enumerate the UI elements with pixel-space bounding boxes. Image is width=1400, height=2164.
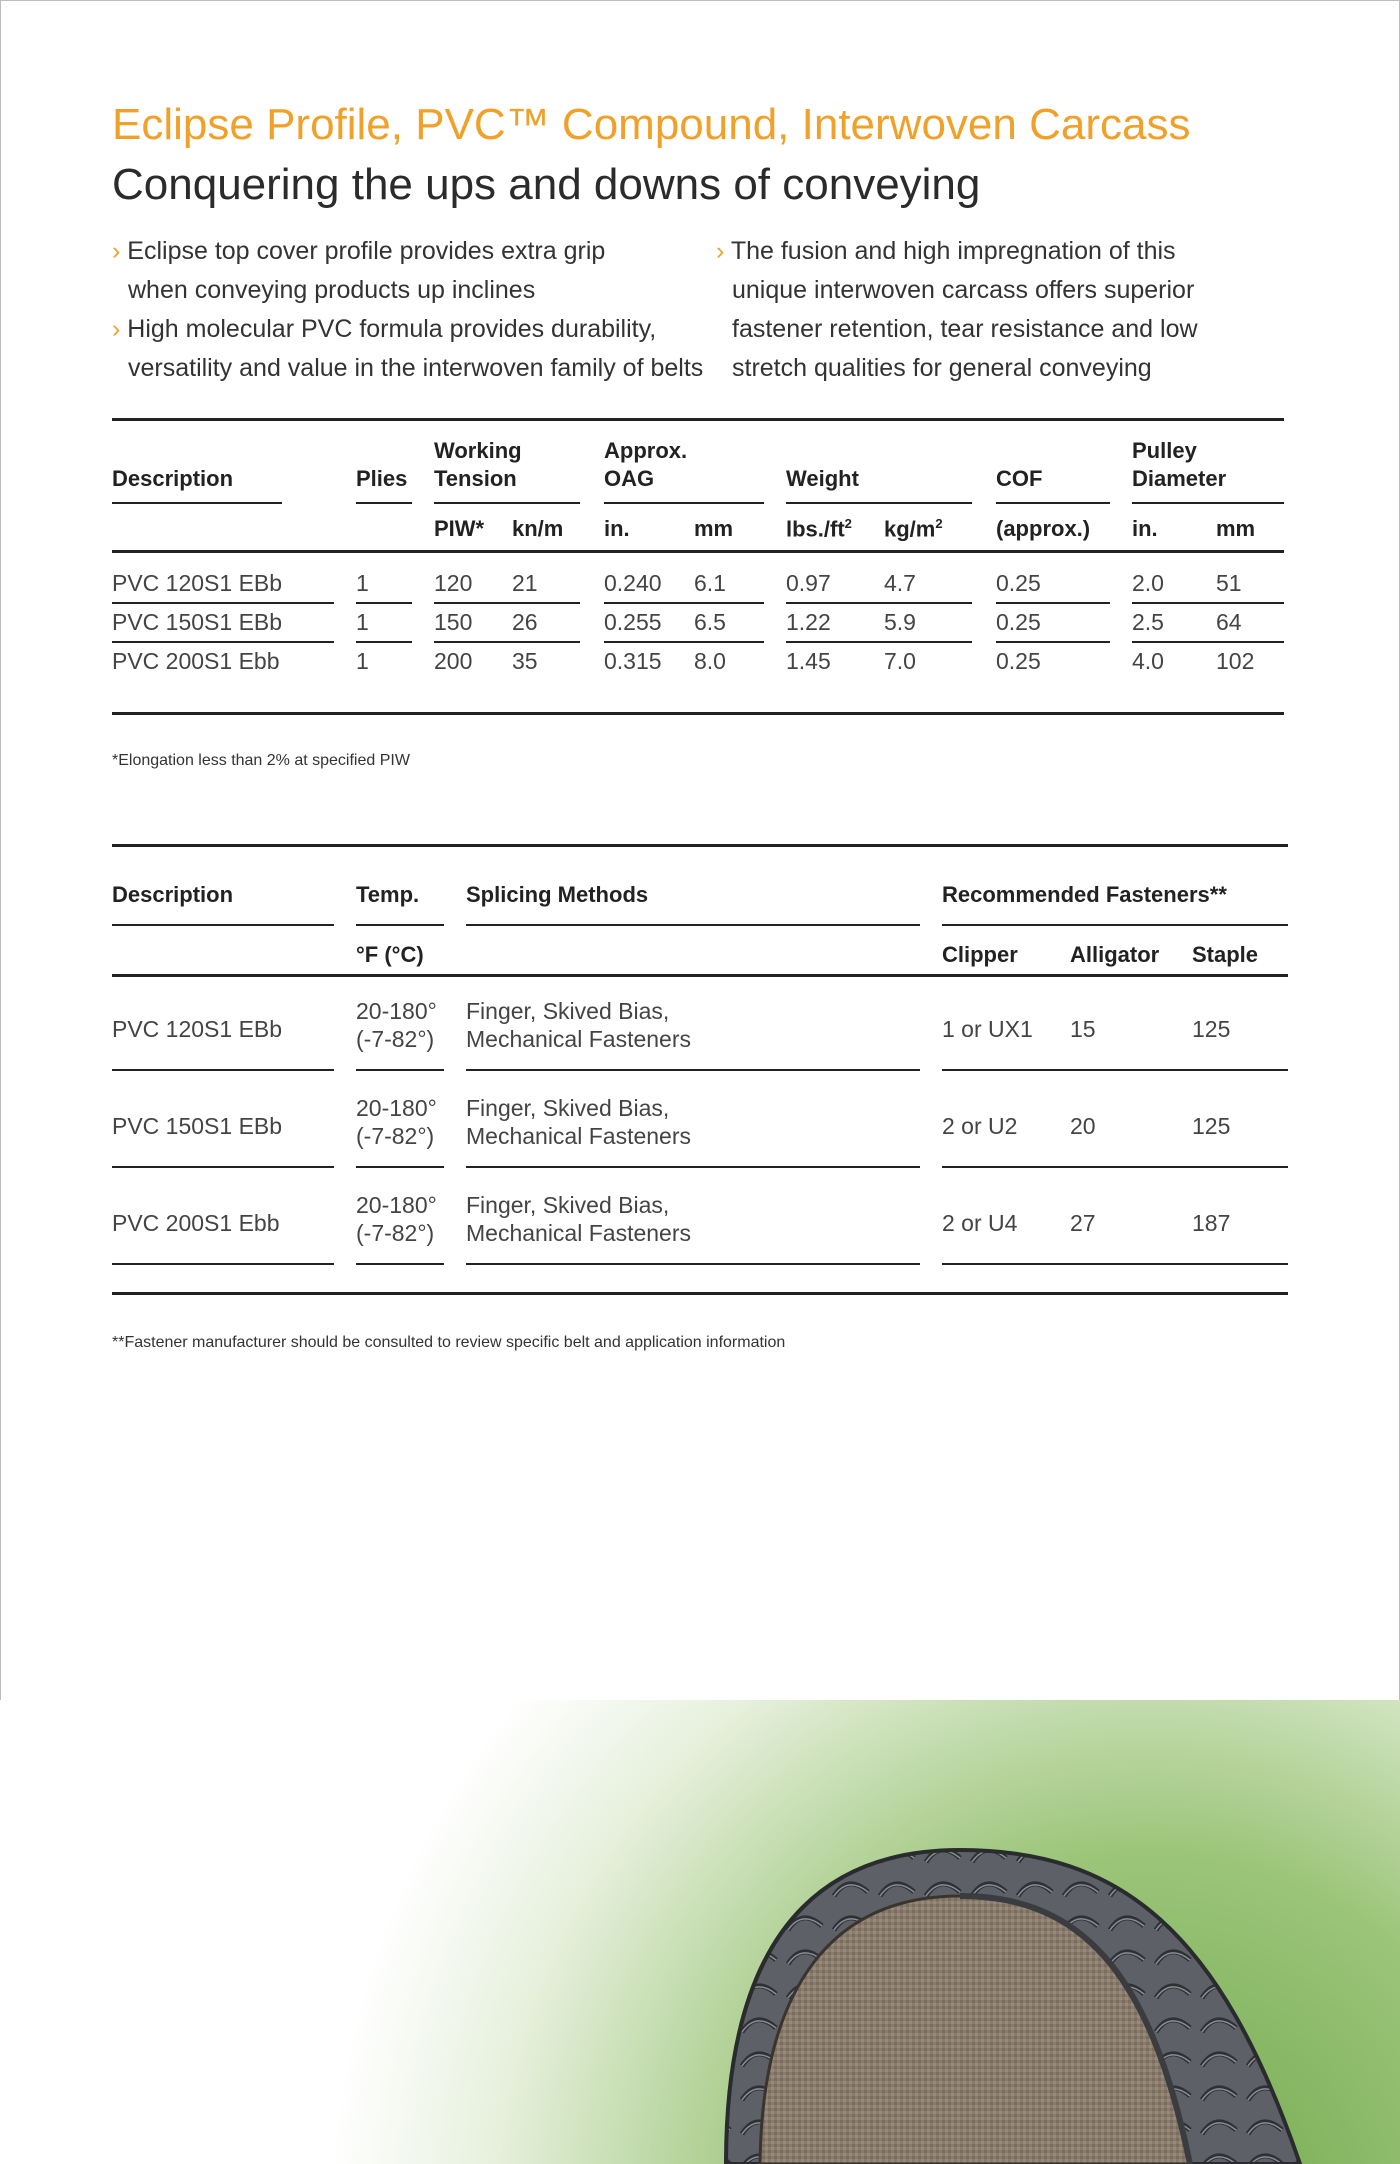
bullet-item [716, 232, 1316, 388]
col-header-oag: OAG [604, 466, 655, 491]
header-underline [434, 502, 580, 504]
unit-kgm-sup: 2 [935, 516, 943, 531]
cell-plies: 1 [356, 609, 369, 635]
row-divider [786, 602, 972, 604]
table2-footnote: **Fastener manufacturer should be consulted to review specific belt and application information [112, 1334, 786, 1351]
row-divider [466, 1263, 920, 1265]
col-header-pulley: Pulley [1132, 438, 1197, 463]
table-rule [112, 844, 1288, 847]
header-underline [112, 924, 334, 926]
row-divider [112, 1069, 334, 1071]
header-underline [112, 502, 282, 504]
row-divider [996, 602, 1110, 604]
header-underline [942, 924, 1288, 926]
chevron-icon: › [112, 237, 121, 265]
cell-staple: 125 [1192, 1016, 1231, 1042]
cell-splice-line1: Finger, Skived Bias, [466, 1095, 670, 1121]
unit-in: in. [604, 516, 630, 541]
cell-plies: 1 [356, 570, 369, 596]
bullet-item [112, 310, 712, 388]
belt-product-image [0, 1700, 1400, 2164]
cell-splice-line2: Mechanical Fasteners [466, 1220, 691, 1246]
unit-piw: PIW* [434, 516, 485, 541]
unit-pulley-mm: mm [1216, 516, 1256, 541]
bullet-text: versatility and value in the interwoven family of belts [128, 354, 704, 382]
cell-description: PVC 120S1 EBb [112, 1016, 283, 1042]
bullet-text: unique interwoven carcass offers superior [732, 276, 1195, 304]
row-divider [466, 1069, 920, 1071]
cell-temp-c: (-7-82°) [356, 1123, 435, 1149]
bullet-text: Eclipse top cover profile provides extra grip [127, 237, 606, 265]
unit-staple: Staple [1192, 942, 1259, 967]
cell-description: PVC 200S1 Ebb [112, 1210, 280, 1236]
cell-oag-in: 0.240 [604, 570, 662, 596]
cell-splice-line1: Finger, Skived Bias, [466, 998, 670, 1024]
cell-alligator: 20 [1070, 1113, 1096, 1139]
cell-p-mm: 64 [1216, 609, 1242, 635]
col-header-weight: Weight [786, 466, 859, 491]
unit-lbs [786, 516, 852, 542]
cell-p-mm: 51 [1216, 570, 1242, 596]
unit-knm: kn/m [512, 516, 564, 541]
cell-staple: 125 [1192, 1113, 1231, 1139]
cell-p-in: 4.0 [1132, 648, 1164, 674]
row-divider [112, 1166, 334, 1168]
table-rule [112, 1292, 1288, 1295]
cell-staple: 187 [1192, 1210, 1231, 1236]
unit-lbs-text: lbs./ft [786, 516, 845, 542]
cell-knm: 26 [512, 609, 538, 635]
bullets-left [112, 232, 712, 388]
unit-clipper: Clipper [942, 942, 1018, 967]
cell-description: PVC 200S1 Ebb [112, 648, 280, 674]
header-underline [1132, 502, 1284, 504]
cell-cof: 0.25 [996, 570, 1041, 596]
chevron-icon: › [112, 315, 121, 343]
page-title: Eclipse Profile, PVC™ Compound, Interwoven Carcass [112, 100, 1191, 149]
row-divider [466, 1166, 920, 1168]
cell-lbs: 1.22 [786, 609, 831, 635]
cell-alligator: 27 [1070, 1210, 1096, 1236]
bullet-text: when conveying products up inclines [128, 276, 536, 304]
header-underline [604, 502, 764, 504]
cell-oag-in: 0.255 [604, 609, 662, 635]
row-divider [604, 641, 764, 643]
cell-p-mm: 102 [1216, 648, 1255, 674]
cell-oag-mm: 6.1 [694, 570, 726, 596]
cell-piw: 200 [434, 648, 473, 674]
row-divider [434, 641, 580, 643]
cell-kgm: 5.9 [884, 609, 916, 635]
table-rule [112, 712, 1284, 715]
cell-description: PVC 150S1 EBb [112, 1113, 283, 1139]
bullet-text: High molecular PVC formula provides durability, [127, 315, 657, 343]
unit-alligator: Alligator [1070, 942, 1160, 967]
unit-lbs-sup: 2 [844, 516, 852, 531]
row-divider [604, 602, 764, 604]
cell-p-in: 2.0 [1132, 570, 1164, 596]
cell-description: PVC 120S1 EBb [112, 570, 283, 596]
row-divider [356, 602, 412, 604]
cell-clipper: 1 or UX1 [942, 1016, 1033, 1042]
col-header-description: Description [112, 466, 234, 491]
row-divider [942, 1166, 1288, 1168]
col-header-description: Description [112, 882, 234, 907]
cell-cof: 0.25 [996, 648, 1041, 674]
row-divider [112, 641, 334, 643]
cell-temp-c: (-7-82°) [356, 1026, 435, 1052]
bullet-item [112, 232, 712, 310]
cell-piw: 120 [434, 570, 473, 596]
unit-kgm [884, 516, 943, 542]
unit-approx: (approx.) [996, 516, 1091, 541]
cell-lbs: 0.97 [786, 570, 831, 596]
unit-kgm-text: kg/m [884, 516, 936, 542]
table-rule [112, 418, 1284, 421]
cell-piw: 150 [434, 609, 473, 635]
bullet-text: The fusion and high impregnation of this [730, 237, 1176, 265]
bullets-right [716, 232, 1316, 388]
cell-oag-mm: 6.5 [694, 609, 726, 635]
cell-temp-f: 20-180° [356, 1095, 437, 1121]
cell-splice-line2: Mechanical Fasteners [466, 1123, 691, 1149]
row-divider [1132, 641, 1284, 643]
col-header-splicing: Splicing Methods [466, 882, 649, 907]
cell-lbs: 1.45 [786, 648, 831, 674]
table-rule [112, 974, 1288, 977]
cell-plies: 1 [356, 648, 369, 674]
col-header-fasteners: Recommended Fasteners** [942, 882, 1227, 907]
page-subtitle: Conquering the ups and downs of conveying [112, 160, 981, 209]
cell-oag-mm: 8.0 [694, 648, 726, 674]
cell-kgm: 7.0 [884, 648, 916, 674]
cell-splice-line2: Mechanical Fasteners [466, 1026, 691, 1052]
col-header-plies: Plies [356, 466, 408, 491]
row-divider [996, 641, 1110, 643]
unit-pulley-in: in. [1132, 516, 1158, 541]
cell-knm: 21 [512, 570, 538, 596]
col-header-working: Working [434, 438, 522, 463]
chevron-icon: › [716, 237, 725, 265]
row-divider [1132, 602, 1284, 604]
table-rule [112, 550, 1284, 553]
row-divider [786, 641, 972, 643]
header-underline [996, 502, 1110, 504]
cell-clipper: 2 or U4 [942, 1210, 1018, 1236]
cell-knm: 35 [512, 648, 538, 674]
header-underline [356, 502, 412, 504]
cell-clipper: 2 or U2 [942, 1113, 1018, 1139]
cell-temp-f: 20-180° [356, 998, 437, 1024]
row-divider [434, 602, 580, 604]
header-underline [466, 924, 920, 926]
col-header-diameter: Diameter [1132, 466, 1227, 491]
row-divider [942, 1263, 1288, 1265]
bullet-text: stretch qualities for general conveying [732, 354, 1152, 382]
cell-temp-c: (-7-82°) [356, 1220, 435, 1246]
col-header-approx: Approx. [604, 438, 688, 463]
row-divider [356, 1166, 444, 1168]
cell-temp-f: 20-180° [356, 1192, 437, 1218]
cell-oag-in: 0.315 [604, 648, 662, 674]
cell-p-in: 2.5 [1132, 609, 1164, 635]
col-header-temp: Temp. [356, 882, 420, 907]
bullet-text: fastener retention, tear resistance and low [732, 315, 1198, 343]
row-divider [942, 1069, 1288, 1071]
cell-alligator: 15 [1070, 1016, 1096, 1042]
cell-description: PVC 150S1 EBb [112, 609, 283, 635]
header-underline [356, 924, 444, 926]
row-divider [356, 1069, 444, 1071]
row-divider [112, 602, 334, 604]
row-divider [356, 641, 412, 643]
table1-footnote: *Elongation less than 2% at specified PIW [112, 752, 410, 769]
col-header-tension: Tension [434, 466, 517, 491]
col-header-cof: COF [996, 466, 1043, 491]
unit-temp: °F (°C) [356, 942, 424, 967]
cell-splice-line1: Finger, Skived Bias, [466, 1192, 670, 1218]
cell-kgm: 4.7 [884, 570, 916, 596]
header-underline [786, 502, 972, 504]
unit-mm: mm [694, 516, 734, 541]
cell-cof: 0.25 [996, 609, 1041, 635]
row-divider [356, 1263, 444, 1265]
row-divider [112, 1263, 334, 1265]
